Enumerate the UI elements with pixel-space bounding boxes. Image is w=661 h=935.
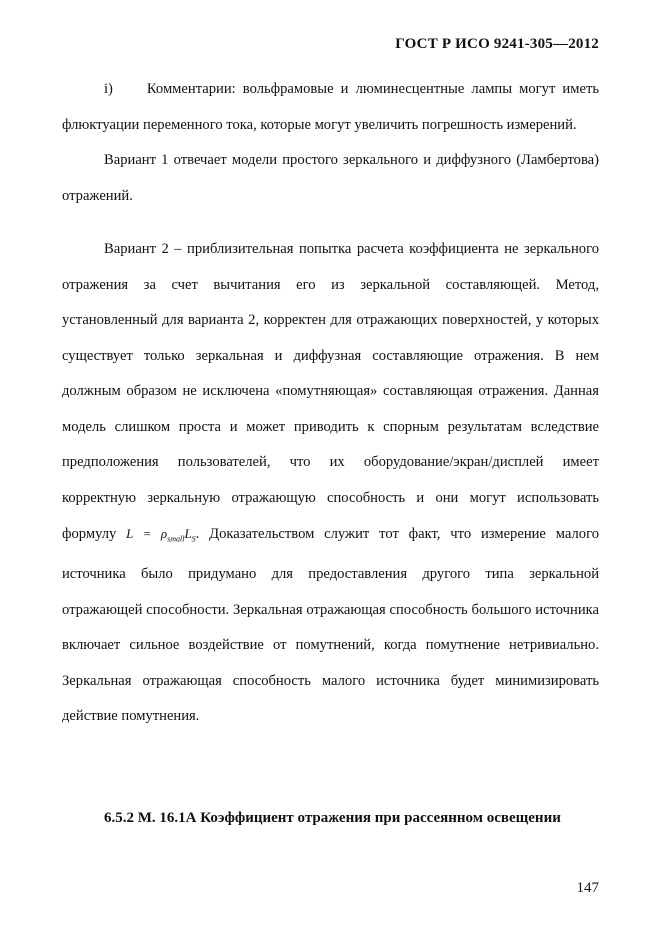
paragraph-comment — [62, 72, 599, 143]
formula: $L = \rho_{small}L_S$ — [126, 526, 196, 544]
variant-2-text-cont: . Доказательством служит тот факт, что измерение малого источника было придумано для предоставления другого типа зеркальной отражающей способности. Зеркальная отражающая способность большого источника включает сильное воздействие от помутнений, когда помутнение нетривиально. Зеркальная отражающая способность малого источника будет минимизировать действие помутнения. — [62, 526, 600, 725]
paragraph-variant-2 — [62, 232, 599, 735]
variant-2-text: Вариант 2 – приблизительная попытка расчета коэффициента не зеркального отражения за счет вычитания его из зеркальной составляющей. Метод, установленный для варианта 2, корректен для отражающих поверхностей, у которых существует только зеркальная и диффузная составляющие отражения. В нем должным образом не исключена «помутняющая» составляющая отражения. Данная модель слишком проста и может приводить к спорным результатам вследствие предположения пользователей, что их оборудование/экран/дисплей имеет корректную зеркальную отражающую способность и они могут использовать формулу — [62, 241, 599, 542]
document-header: ГОСТ Р ИСО 9241-305—2012 — [395, 36, 599, 52]
page-number: 147 — [576, 880, 599, 896]
comment-text: Комментарии: вольфрамовые и люминесцентные лампы могут иметь флюктуации переменного тока, которые могут увеличить погрешность измерений. — [62, 81, 599, 133]
body-text — [62, 72, 599, 735]
list-marker: i) — [104, 81, 113, 97]
section-heading: 6.5.2 М. 16.1А Коэффициент отражения при рассеянном освещении — [104, 810, 561, 826]
paragraph-variant-1: Вариант 1 отвечает модели простого зеркального и диффузного (Ламбертова) отражений. — [62, 152, 599, 204]
